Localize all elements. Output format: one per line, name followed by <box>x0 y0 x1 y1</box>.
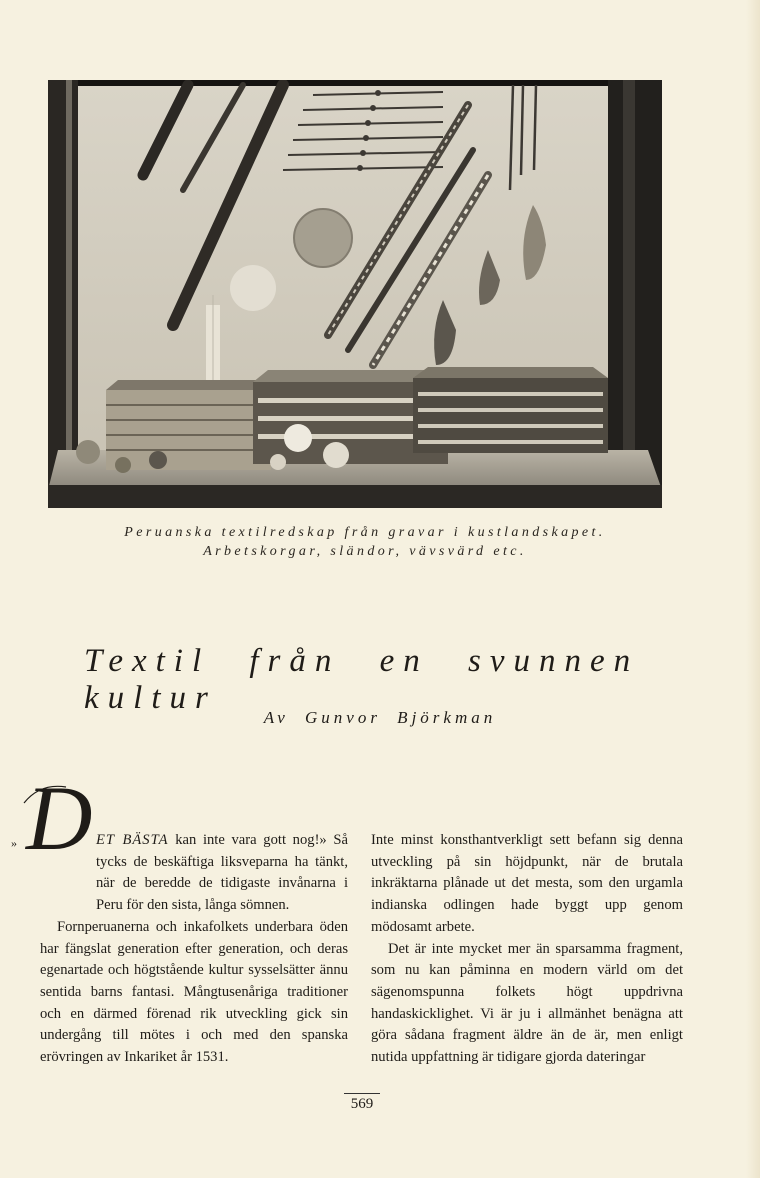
right-paragraph-2: Det är inte mycket mer än sparsamma fragment, som nu kan påminna en modern värld om det sägenomspunna folkets högt uppdrivna handaskicklighet. Vi är ju i allmänhet benägna att göra sådana fragment äldre än de är, men enligt nutida uppfattning är tidigare gjorda dateringar <box>371 940 683 1066</box>
museum-showcase-photo <box>48 80 662 508</box>
right-column <box>371 830 683 1069</box>
left-paragraph-2: Fornperuanerna och inkafolkets underbara öden har fängslat generation efter generation, och deras egenartade och högtstående kultur sysselsätter ännu sentida barns fantasi. Mångtusenåriga traditioner och en därmed förenad rik utveckling gick sin undergång till mötes i och med den spanska erövringen av Inkariket år 1531. <box>40 918 348 1066</box>
drop-cap-letter: D <box>26 773 93 857</box>
right-paragraph-1: Inte minst konsthantverkligt sett befann sig denna utveckling på sin höjdpunkt, när de brutala inkräktarna plånade ut det mesta, som den urgamla indianska odlingen hade byggt upp genom mödosamt arbete. <box>371 832 683 935</box>
caption-line-2: Arbetskorgar, sländor, vävsvärd etc. <box>203 544 527 559</box>
caption-line-1: Peruanska textilredskap från gravar i kustlandskapet. <box>124 525 606 540</box>
photo-illustration <box>48 80 662 508</box>
left-column <box>40 830 348 1069</box>
page-number: 569 <box>344 1093 380 1113</box>
left-paragraph-1 <box>40 830 348 917</box>
page-edge <box>746 0 760 1178</box>
photo-caption <box>60 523 670 561</box>
left-paragraph-1-text: kan inte vara gott nog!» Så tycks de beskäftiga liksveparna ha tänkt, när de beredde de tidigaste invånarna i Peru för den sista, långa sömnen. <box>96 832 348 914</box>
article-title: Textil från en svunnen kultur <box>84 643 640 716</box>
basket-right <box>413 367 608 453</box>
basket-left <box>106 380 271 470</box>
opening-caps: ET BÄSTA <box>96 832 169 848</box>
opening-quote-mark: » <box>11 836 17 850</box>
article-byline: Av Gunvor Björkman <box>263 708 497 727</box>
